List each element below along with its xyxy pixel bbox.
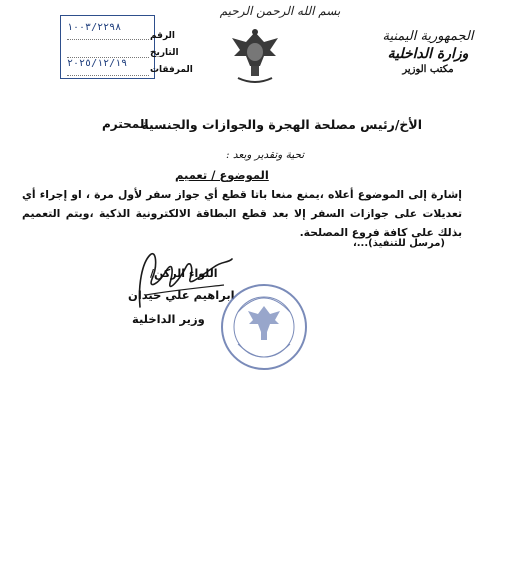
national-emblem-icon: [224, 26, 286, 86]
ref-date-value: ٢٠٢٥/١٢/١٩: [67, 58, 128, 69]
closing-line: (مرسل للتنفيذ)...،: [352, 238, 445, 249]
ref-number-label: الرقم: [150, 31, 176, 41]
ref-attachments-label: المرفقات: [150, 65, 193, 75]
letterhead-ministry-block: [363, 28, 493, 77]
office-name: مكتب الوزير: [402, 64, 454, 75]
honorific: المحترم: [102, 117, 149, 131]
reference-box: [60, 15, 155, 79]
signatory-title: وزير الداخلية: [132, 312, 205, 326]
ref-number-row: [67, 20, 149, 40]
basmala-header: بسم الله الرحمن الرحيم: [219, 4, 341, 18]
ref-date-row: [67, 38, 149, 58]
subject-line: الموضوع / تعميم: [175, 168, 269, 182]
official-stamp-icon: [218, 282, 310, 372]
republic-name: الجمهورية اليمنية: [382, 29, 474, 44]
greeting-line: تحية وتقدير وبعد :: [226, 149, 305, 161]
ref-date-label: التاريخ: [150, 48, 179, 58]
ministry-name: وزارة الداخلية: [387, 46, 469, 62]
signatory-name: ابراهيم علي حيدان: [128, 288, 235, 302]
body-paragraph: إشارة إلى الموضوع أعلاه ،يمنع منعا باتا قطع أي جواز سفر لأول مرة ، او إجراء أي تعديلات على جوازات السفر إلا بعد قطع البطاقة الالكترونية الذكية ،ويتم التعميم بذلك على كافة فروع المصلحة.: [22, 188, 462, 239]
ref-number-value: ١٠٠٣/٢٢٩٨: [67, 22, 122, 33]
addressee-line: الأخ/رئيس مصلحة الهجرة والجوازات والجنسية: [141, 117, 422, 132]
ref-attachments-row: [67, 56, 149, 76]
signatory-rank: اللواء الركن/: [150, 267, 218, 280]
